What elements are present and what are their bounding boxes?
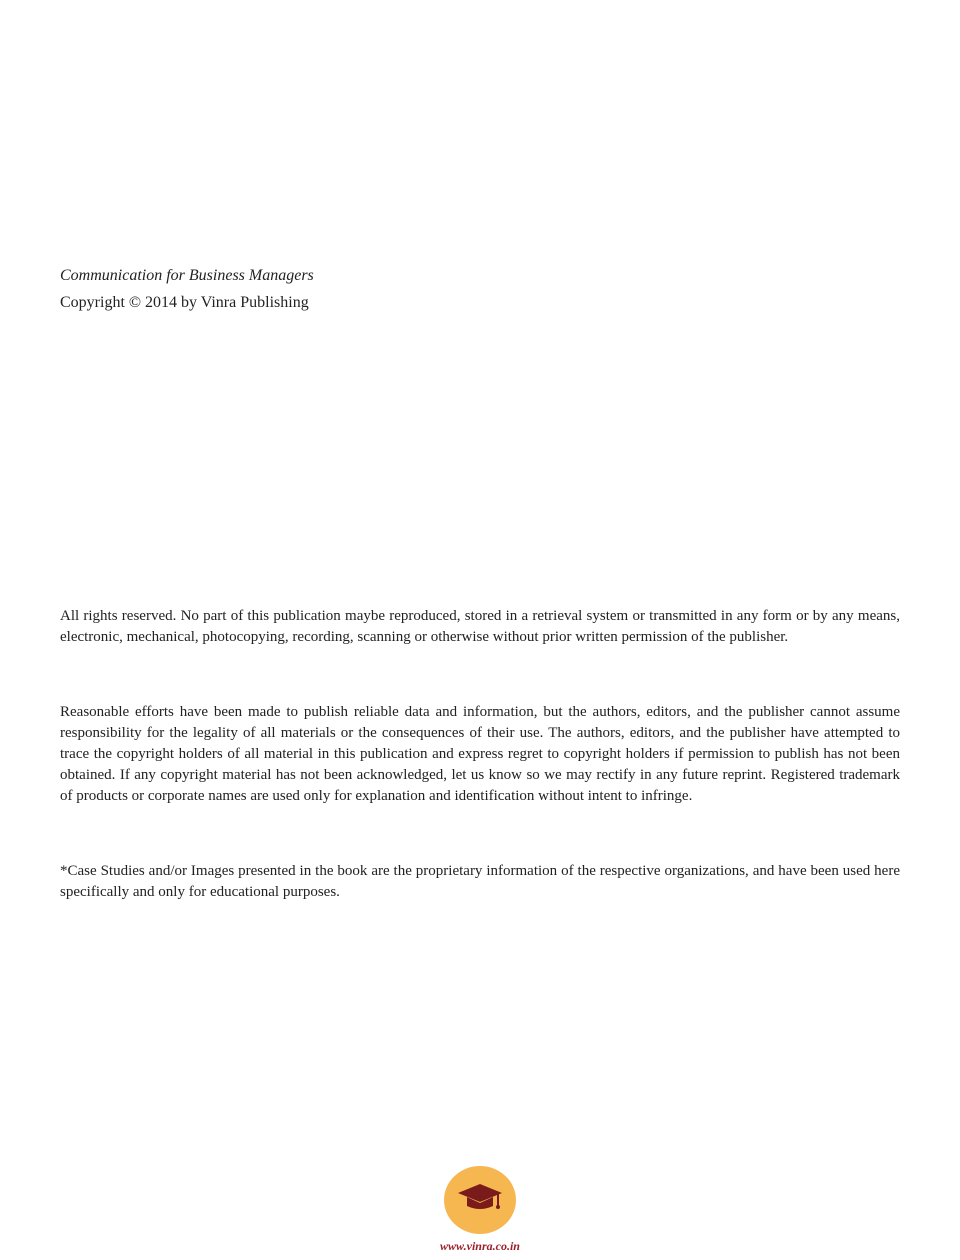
graduation-cap-icon [444,1166,516,1234]
book-title: Communication for Business Managers [60,267,314,284]
publisher-logo [444,1166,516,1234]
publisher-website-link[interactable]: www.vinra.co.in [440,1239,520,1253]
copyright-line: Copyright © 2014 by Vinra Publishing [60,294,309,311]
disclaimer-paragraph: Reasonable efforts have been made to publish reliable data and information, but the authors, editors, and the publisher cannot assume responsibility for the legality of all materials or the consequences of their use. The authors, editors, and the publisher have attempted to trace the copyright holders of all material in this publication and express regret to copyright holders if permission to publish has not been obtained. If any copyright material has not been acknowledged, let us know so we may rectify in any future reprint. Registered trademark of products or corporate names are used only for explanation and identification without intent to infringe. [60,704,900,804]
case-studies-note: *Case Studies and/or Images presented in the book are the proprietary information of the respective organizations, and have been used here specifically and only for educational purposes. [60,863,900,900]
rights-reserved-paragraph: All rights reserved. No part of this publication maybe reproduced, stored in a retrieval system or transmitted in any form or by any means, electronic, mechanical, photocopying, recording, scanning or otherwise without prior written permission of the publisher. [60,608,900,645]
